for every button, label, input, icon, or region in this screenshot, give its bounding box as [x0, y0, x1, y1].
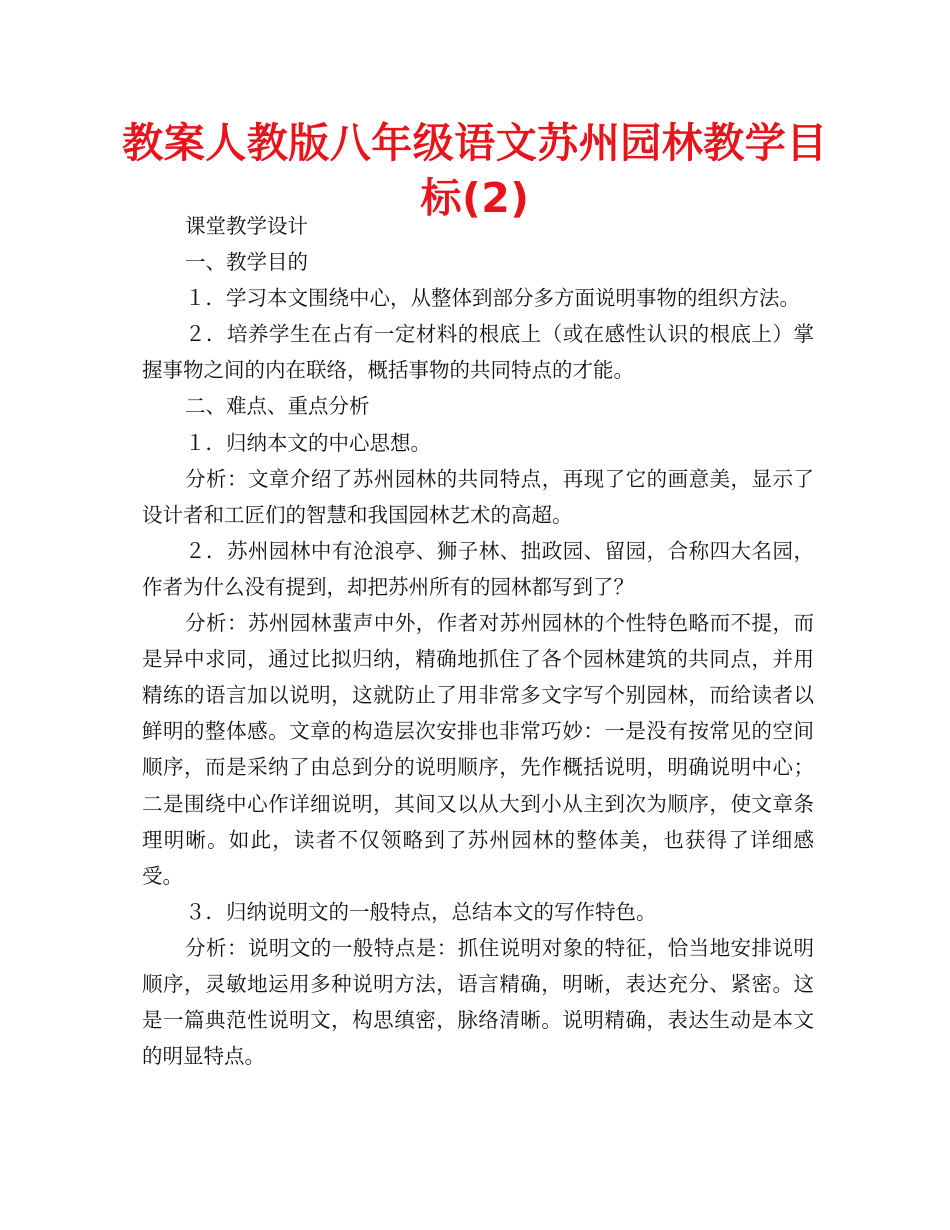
- section-heading-teaching-goals: 一、教学目的: [185, 250, 308, 275]
- paragraph-analysis-1: 分析：文章介绍了苏州园林的共同特点，再现了它的画意美，显示了设计者和工匠们的智慧和我国园林艺术的高超。: [142, 466, 814, 527]
- paragraph-analysis-2: 分析：苏州园林蜚声中外，作者对苏州园林的个性特色略而不提，而是异中求同，通过比拟归纳，精确地抓住了各个园林建筑的共同点，并用精练的语言加以说明，这就防止了用非常多文字写个别园林，而给读者以鲜明的整体感。文章的构造层次安排也非常巧妙：一是没有按常见的空间顺序，而是采纳了由总到分的说明顺序，先作概括说明，明确说明中心；二是围绕中心作详细说明，其间又以从大到小从主到次为顺序，使文章条理明晰。如此，读者不仅领略到了苏州园林的整体美，也获得了详细感受。: [142, 611, 814, 888]
- paragraph-point-2: ２．苏州园林中有沧浪亭、狮子林、拙政园、留园，合称四大名园，作者为什么没有提到，却把苏州所有的园林都写到了？: [142, 538, 814, 599]
- paragraph-point-3: ３．归纳说明文的一般特点，总结本文的写作特色。: [185, 899, 657, 924]
- paragraph-point-1: １．归纳本文的中心思想。: [185, 430, 431, 455]
- paragraph-analysis-3: 分析：说明文的一般特点是：抓住说明对象的特征，恰当地安排说明顺序，灵敏地运用多种说明方法，语言精确，明晰，表达充分、紧密。这是一篇典范性说明文，构思缜密，脉络清晰。说明精确，表达生动是本文的明显特点。: [142, 935, 814, 1069]
- paragraph-subtitle: 课堂教学设计: [185, 214, 308, 238]
- document-body: [142, 208, 814, 1074]
- document-title: 教案人教版八年级语文苏州园林教学目标(2): [122, 119, 828, 222]
- section-heading-analysis: 二、难点、重点分析: [185, 394, 370, 419]
- paragraph-goal-2: ２．培养学生在占有一定材料的根底上（或在感性认识的根底上）掌握事物之间的内在联络，概括事物的共同特点的才能。: [142, 322, 814, 383]
- paragraph-goal-1: １．学习本文围绕中心，从整体到部分多方面说明事物的组织方法。: [185, 286, 800, 311]
